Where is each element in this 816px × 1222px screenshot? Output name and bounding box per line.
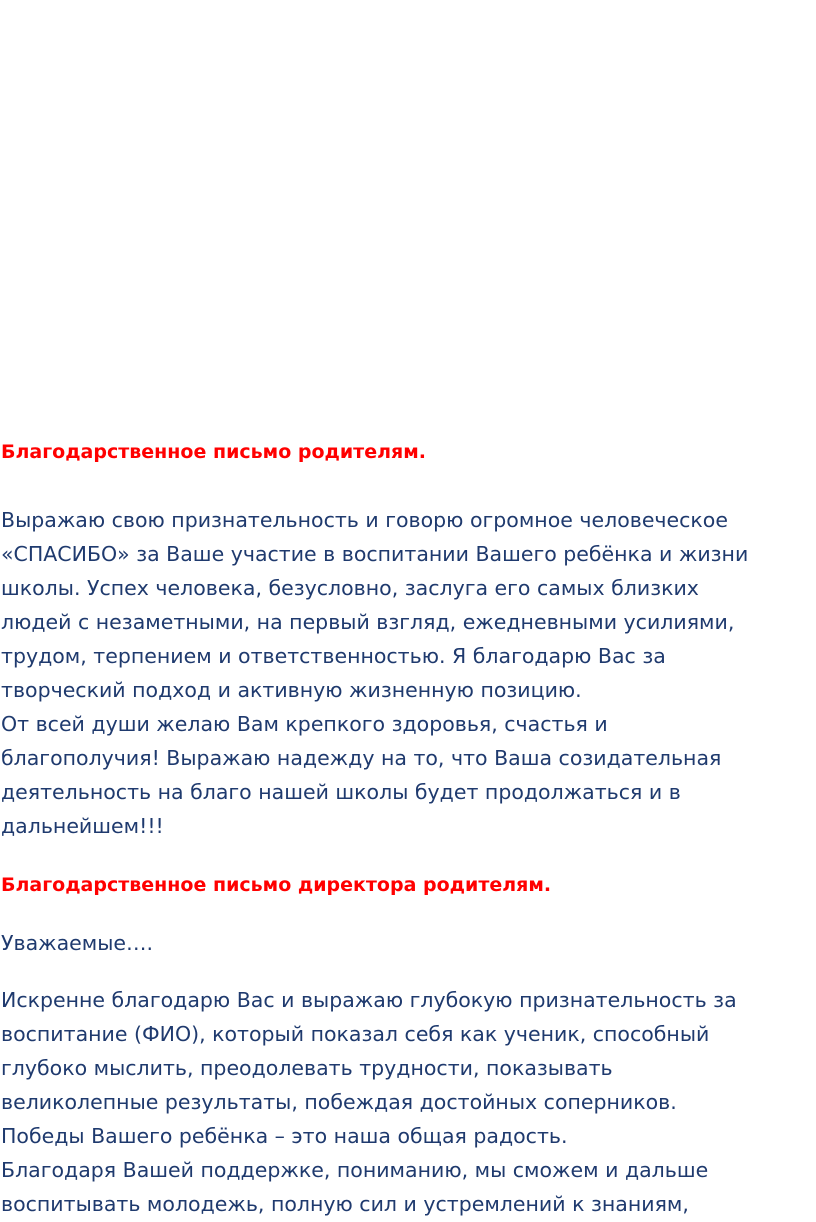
letter1-line: деятельность на благо нашей школы будет продолжаться и в — [1, 780, 681, 804]
letter2-line: воспитывать молодежь, полную сил и устремлений к знаниям, — [1, 1192, 689, 1216]
letter1-line: трудом, терпением и ответственностью. Я благодарю Вас за — [1, 644, 666, 668]
letter1-line: От всей души желаю Вам крепкого здоровья, счастья и — [1, 712, 608, 736]
letter2-line: Искренне благодарю Вас и выражаю глубокую признательность за — [1, 988, 737, 1012]
letter1-line: творческий подход и активную жизненную позицию. — [1, 678, 582, 702]
letter2-title: Благодарственное письмо директора родителям. — [1, 874, 552, 896]
letter2-line: Благодаря Вашей поддержке, пониманию, мы сможем и дальше — [1, 1158, 709, 1182]
letter2-salutation — [1, 926, 153, 960]
letter2-line: воспитание (ФИО), который показал себя как ученик, способный — [1, 1022, 710, 1046]
letter1-line: благополучия! Выражаю надежду на то, что Ваша созидательная — [1, 746, 722, 770]
letter1-line: Выражаю свою признательность и говорю огромное человеческое — [1, 508, 728, 532]
letter2-body — [1, 983, 737, 1221]
letter1-line: людей с незаметными, на первый взгляд, ежедневными усилиями, — [1, 610, 735, 634]
salutation-text: Уважаемые…. — [1, 931, 154, 955]
letter1-body — [1, 503, 748, 843]
letter2-line: великолепные результаты, побеждая достойных соперников. — [1, 1090, 677, 1114]
letter2-line: Победы Вашего ребёнка – это наша общая радость. — [1, 1124, 568, 1148]
letter1-line: школы. Успех человека, безусловно, заслуга его самых близких — [1, 576, 699, 600]
letter2-line: глубоко мыслить, преодолевать трудности, показывать — [1, 1056, 613, 1080]
letter1-title: Благодарственное письмо родителям. — [1, 441, 426, 463]
letter1-line: «СПАСИБО» за Ваше участие в воспитании Вашего ребёнка и жизни — [1, 542, 749, 566]
letter1-line: дальнейшем!!! — [1, 814, 164, 838]
